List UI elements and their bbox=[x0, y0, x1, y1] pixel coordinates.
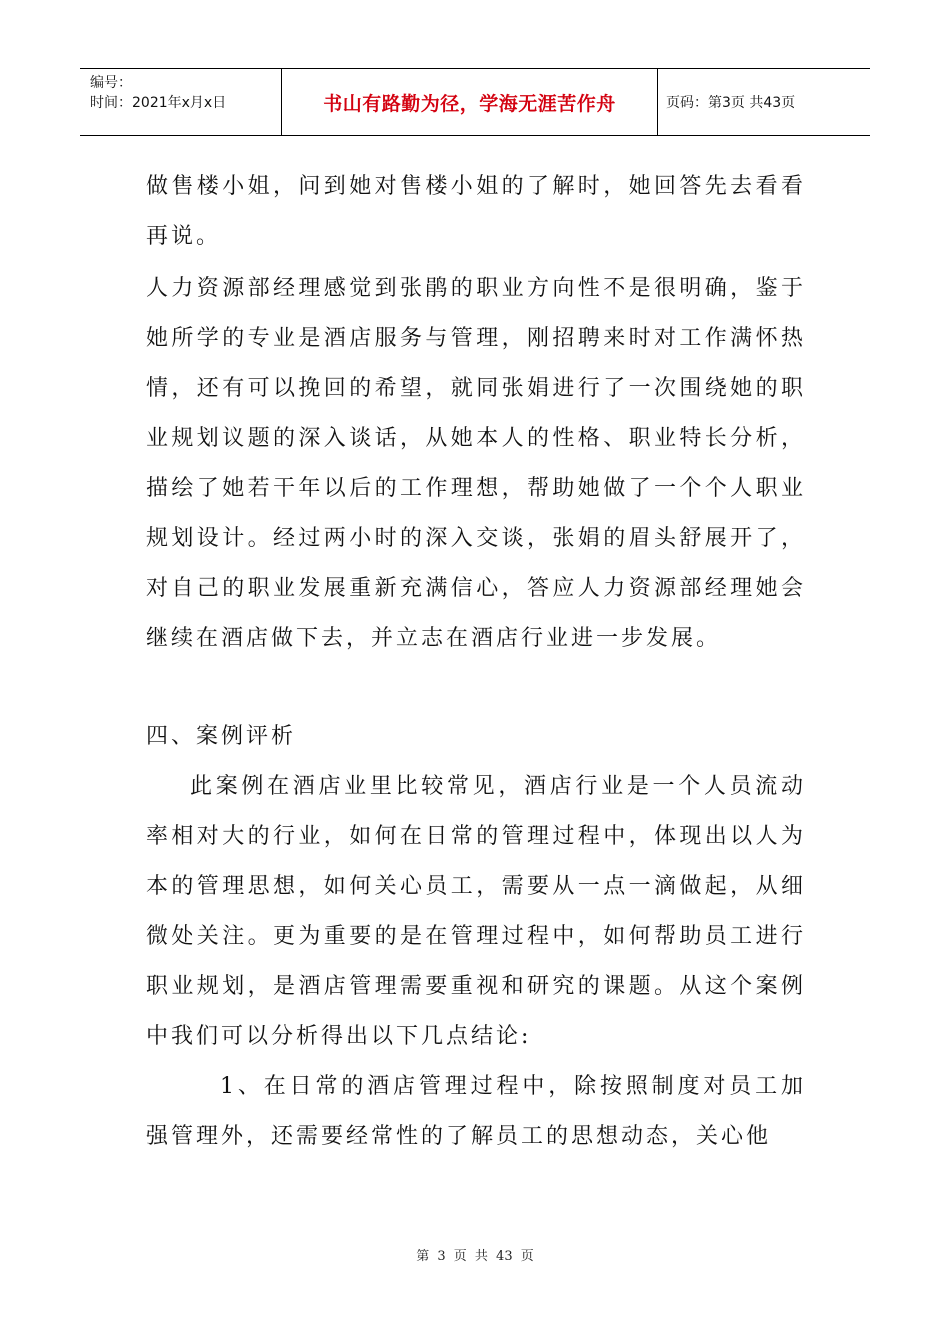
section-heading: 四、案例评析 bbox=[146, 724, 297, 749]
header-motto: 书山有路勤为径，学海无涯苦作舟 bbox=[323, 92, 616, 115]
document-time-label: 时间：2021年x月x日 bbox=[90, 95, 227, 111]
header-page-info: 页码：第3页 共43页 bbox=[666, 95, 796, 111]
paragraph-career-talk: 人力资源部经理感觉到张鹃的职业方向性不是很明确，鉴于她所学的专业是酒店服务与管理，刚招聘来时对工作满怀热情，还有可以挽回的希望，就同张娟进行了一次围绕她的职业规划议题的深入谈话，从她本人的性格、职业特长分析，描绘了她若干年以后的工作理想，帮助她做了一个个人职业规划设计。经过两小时的深入交谈，张娟的眉头舒展开了，对自己的职业发展重新充满信心，答应人力资源部经理她会继续在酒店做下去，并立志在酒店行业进一步发展。 bbox=[146, 276, 806, 651]
header-motto-cell bbox=[282, 69, 658, 135]
paragraph-continuation: 做售楼小姐，问到她对售楼小姐的了解时，她回答先去看看再说。 bbox=[146, 174, 806, 249]
header-page-info-cell bbox=[658, 69, 870, 135]
page-header bbox=[80, 68, 870, 136]
paragraph-case-analysis: 此案例在酒店业里比较常见，酒店行业是一个人员流动率相对大的行业，如何在日常的管理过程中，体现出以人为本的管理思想，如何关心员工，需要从一点一滴做起，从细微处关注。更为重要的是在管理过程中，如何帮助员工进行职业规划，是酒店管理需要重视和研究的课题。从这个案例中我们可以分析得出以下几点结论: bbox=[146, 774, 806, 1049]
document-number-label: 编号： bbox=[90, 75, 132, 91]
document-body bbox=[146, 162, 806, 1162]
page-footer: 第 3 页 共 43 页 bbox=[416, 1249, 534, 1264]
header-meta bbox=[80, 69, 282, 135]
paragraph-conclusion-1: 1、在日常的酒店管理过程中，除按照制度对员工加强管理外，还需要经常性的了解员工的思想动态，关心他 bbox=[146, 1074, 806, 1149]
